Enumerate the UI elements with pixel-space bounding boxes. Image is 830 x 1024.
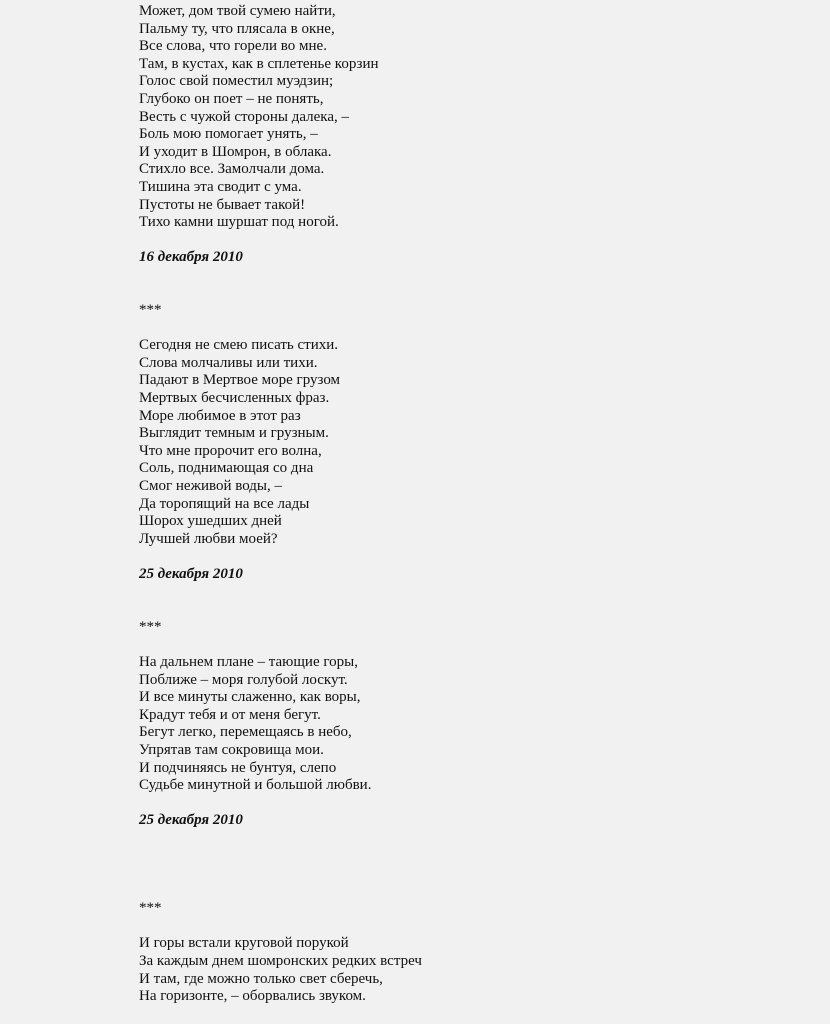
poem-line: Море любимое в этот раз	[139, 407, 301, 424]
poem-line: На дальнем плане – тающие горы,	[139, 653, 358, 670]
poem-line: Поближе – моря голубой лоскут.	[139, 671, 348, 688]
poem-1	[139, 3, 799, 267]
poem-line: Тихо камни шуршат под ногой.	[139, 214, 339, 231]
spacer	[139, 232, 799, 250]
poem-line: Бегут легко, перемещаясь в небо,	[139, 724, 352, 741]
spacer	[139, 320, 799, 338]
poem-line: И там, где можно только свет сберечь,	[139, 970, 383, 987]
poem-line: Крадут тебя и от меня бегут.	[139, 706, 321, 723]
spacer	[139, 830, 799, 900]
poem-line: На горизонте, – оборвались звуком.	[139, 988, 366, 1005]
poem-date: 16 декабря 2010	[139, 249, 243, 266]
poem-line: И подчиняясь не бунтуя, слепо	[139, 759, 337, 776]
section-separator: ***	[139, 900, 162, 917]
poem-line: Лучшей любви моей?	[139, 530, 278, 547]
poem-line: Падают в Мертвое море грузом	[139, 372, 341, 389]
poem-line: Да торопящий на все лады	[139, 495, 310, 512]
section-separator: ***	[139, 618, 162, 635]
spacer	[139, 918, 799, 936]
document-page	[139, 3, 799, 1006]
poem-line: И уходит в Шомрон, в облака.	[139, 143, 332, 160]
spacer	[139, 584, 799, 619]
poem-line: Голос свой поместил муэдзин;	[139, 73, 334, 90]
poem-line: Шорох ушедших дней	[139, 513, 282, 530]
poem-line: Глубоко он поет – не понять,	[139, 90, 324, 107]
poem-line: Боль мою помогает унять, –	[139, 126, 318, 143]
poem-line: Тишина эта сводит с ума.	[139, 178, 302, 195]
poem-line: Мертвых бесчисленных фраз.	[139, 390, 330, 407]
poem-line: Упрятав там сокровища мои.	[139, 741, 324, 758]
poem-line: Соль, поднимающая со дна	[139, 460, 314, 477]
poem-2	[139, 302, 799, 584]
poem-3	[139, 619, 799, 830]
spacer	[139, 267, 799, 302]
poem-line: Пальму ту, что плясала в окне,	[139, 20, 335, 37]
poem-line: Может, дом твой сумею найти,	[139, 3, 336, 19]
poem-date: 25 декабря 2010	[139, 812, 243, 829]
poem-line: Весть с чужой стороны далека, –	[139, 108, 350, 125]
poem-line: За каждым днем шомронских редких встреч	[139, 953, 422, 970]
section-separator: ***	[139, 302, 162, 319]
spacer	[139, 548, 799, 566]
poem-line: Сегодня не смею писать стихи.	[139, 337, 339, 354]
poem-line: Там, в кустах, как в сплетенье корзин	[139, 55, 379, 72]
poem-4	[139, 900, 799, 1006]
spacer	[139, 795, 799, 813]
poem-line: И все минуты слаженно, как воры,	[139, 689, 361, 706]
poem-line: Судьбе минутной и большой любви.	[139, 777, 372, 794]
poem-line: Пустоты не бывает такой!	[139, 196, 306, 213]
poem-line: Смог неживой воды, –	[139, 478, 282, 495]
poem-line: И горы встали круговой порукой	[139, 935, 349, 952]
poem-line: Что мне пророчит его волна,	[139, 442, 322, 459]
poem-line: Все слова, что горели во мне.	[139, 38, 327, 55]
spacer	[139, 636, 799, 654]
poem-line: Слова молчаливы или тихи.	[139, 354, 318, 371]
poem-line: Стихло все. Замолчали дома.	[139, 161, 325, 178]
poem-date: 25 декабря 2010	[139, 566, 243, 582]
poem-line: Выглядит темным и грузным.	[139, 425, 329, 442]
